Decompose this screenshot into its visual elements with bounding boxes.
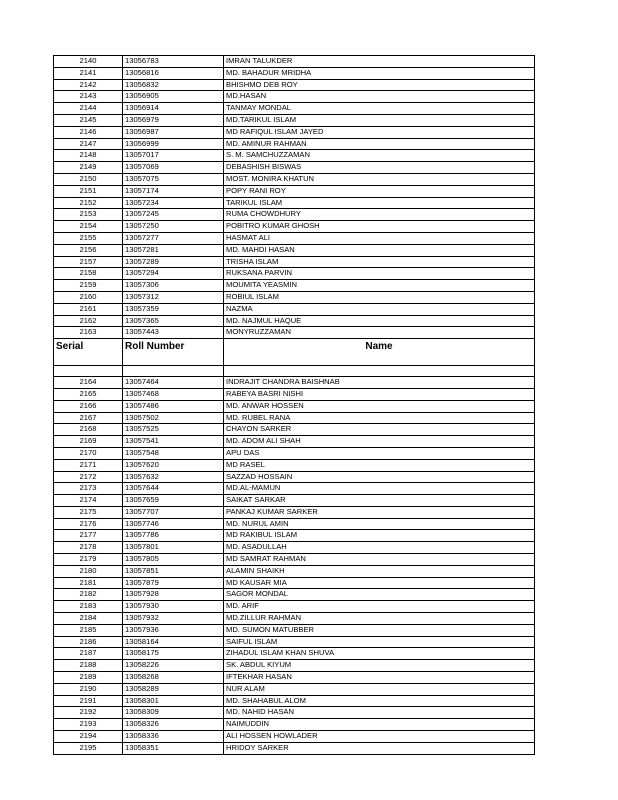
roll-number-cell: 13057707 — [123, 506, 224, 518]
name-cell: NAIMUDDIN — [224, 719, 535, 731]
header-serial: Serial — [54, 339, 123, 366]
table-row — [54, 162, 535, 174]
table-row — [54, 56, 535, 68]
name-cell: SAIFUL ISLAM — [224, 636, 535, 648]
name-cell: MD. ADOM ALI SHAH — [224, 436, 535, 448]
serial-cell: 2176 — [54, 518, 123, 530]
name-cell: PANKAJ KUMAR SARKER — [224, 506, 535, 518]
name-cell: HRIDOY SARKER — [224, 742, 535, 754]
rows-after-header — [54, 377, 535, 755]
serial-cell: 2181 — [54, 577, 123, 589]
serial-cell: 2142 — [54, 79, 123, 91]
name-cell: MD. NAJMUL HAQUE — [224, 315, 535, 327]
roll-number-cell: 13057936 — [123, 624, 224, 636]
roll-number-cell: 13057312 — [123, 291, 224, 303]
roll-number-cell: 13058309 — [123, 707, 224, 719]
name-cell: MD.AL-MAMUN — [224, 483, 535, 495]
roll-number-cell: 13058268 — [123, 672, 224, 684]
serial-cell: 2152 — [54, 197, 123, 209]
serial-cell: 2185 — [54, 624, 123, 636]
name-cell: SAIKAT SARKAR — [224, 495, 535, 507]
serial-cell: 2191 — [54, 695, 123, 707]
serial-cell: 2183 — [54, 601, 123, 613]
table-row — [54, 707, 535, 719]
roll-number-cell: 13057174 — [123, 185, 224, 197]
table-row — [54, 719, 535, 731]
table-row — [54, 613, 535, 625]
name-cell: BHISHMO DEB ROY — [224, 79, 535, 91]
serial-cell: 2182 — [54, 589, 123, 601]
roll-number-cell: 13056816 — [123, 67, 224, 79]
name-cell: ALI HOSSEN HOWLADER — [224, 731, 535, 743]
table-row — [54, 742, 535, 754]
table-row — [54, 683, 535, 695]
roll-number-cell: 13058175 — [123, 648, 224, 660]
table-row — [54, 447, 535, 459]
name-cell: MD. SUMON MATUBBER — [224, 624, 535, 636]
table-row — [54, 303, 535, 315]
table-row — [54, 221, 535, 233]
table-row — [54, 436, 535, 448]
roll-number-cell: 13057879 — [123, 577, 224, 589]
roll-number-cell: 13057786 — [123, 530, 224, 542]
roll-number-cell: 13057632 — [123, 471, 224, 483]
roll-number-cell: 13057525 — [123, 424, 224, 436]
table-row — [54, 388, 535, 400]
table-row — [54, 589, 535, 601]
name-cell: MONYRUZZAMAN — [224, 327, 535, 339]
name-cell: ALAMIN SHAIKH — [224, 565, 535, 577]
serial-cell: 2154 — [54, 221, 123, 233]
table-row — [54, 126, 535, 138]
serial-cell: 2187 — [54, 648, 123, 660]
rows-before-header — [54, 56, 535, 339]
name-cell: IMRAN TALUKDER — [224, 56, 535, 68]
roll-number-cell: 13057801 — [123, 542, 224, 554]
serial-cell: 2171 — [54, 459, 123, 471]
table-row — [54, 400, 535, 412]
serial-cell: 2192 — [54, 707, 123, 719]
serial-cell: 2158 — [54, 268, 123, 280]
table-row — [54, 459, 535, 471]
serial-cell: 2159 — [54, 280, 123, 292]
roll-number-cell: 13056987 — [123, 126, 224, 138]
serial-cell: 2151 — [54, 185, 123, 197]
name-cell: MD. ARIF — [224, 601, 535, 613]
serial-cell: 2162 — [54, 315, 123, 327]
serial-cell: 2167 — [54, 412, 123, 424]
roll-number-cell: 13057930 — [123, 601, 224, 613]
roll-number-cell: 13056914 — [123, 103, 224, 115]
name-cell: RABEYA BASRI NISHI — [224, 388, 535, 400]
table-row — [54, 280, 535, 292]
table-row — [54, 291, 535, 303]
name-cell: MD. ASADULLAH — [224, 542, 535, 554]
serial-cell: 2163 — [54, 327, 123, 339]
table-row — [54, 636, 535, 648]
name-cell: RUMA CHOWDHURY — [224, 209, 535, 221]
name-cell: SK. ABDUL KIYUM — [224, 660, 535, 672]
result-sheet — [53, 55, 534, 755]
serial-cell: 2150 — [54, 173, 123, 185]
table-row — [54, 624, 535, 636]
roll-number-cell: 13057306 — [123, 280, 224, 292]
name-cell: TARIKUL ISLAM — [224, 197, 535, 209]
roll-number-cell: 13058301 — [123, 695, 224, 707]
table-row — [54, 79, 535, 91]
serial-cell: 2164 — [54, 377, 123, 389]
table-row — [54, 67, 535, 79]
serial-cell: 2160 — [54, 291, 123, 303]
name-cell: MD. BAHADUR MRIDHA — [224, 67, 535, 79]
roll-number-cell: 13057644 — [123, 483, 224, 495]
table-row — [54, 518, 535, 530]
name-cell: MD.ZILLUR RAHMAN — [224, 613, 535, 625]
roll-number-cell: 13057277 — [123, 232, 224, 244]
spacer-cell — [123, 366, 224, 377]
roll-number-cell: 13058226 — [123, 660, 224, 672]
serial-cell: 2156 — [54, 244, 123, 256]
name-cell: NAZMA — [224, 303, 535, 315]
spacer-cell — [224, 366, 535, 377]
name-cell: POBITRO KUMAR GHOSH — [224, 221, 535, 233]
roll-number-cell: 13057234 — [123, 197, 224, 209]
spacer-cell — [54, 366, 123, 377]
roll-number-cell: 13057541 — [123, 436, 224, 448]
serial-cell: 2188 — [54, 660, 123, 672]
name-cell: MD RAFIQUL ISLAM JAYED — [224, 126, 535, 138]
table-row — [54, 268, 535, 280]
serial-cell: 2179 — [54, 554, 123, 566]
name-cell: HASMAT ALI — [224, 232, 535, 244]
serial-cell: 2145 — [54, 114, 123, 126]
roll-number-cell: 13057468 — [123, 388, 224, 400]
serial-cell: 2157 — [54, 256, 123, 268]
roll-number-cell: 13058336 — [123, 731, 224, 743]
name-cell: SAZZAD HOSSAIN — [224, 471, 535, 483]
table-row — [54, 424, 535, 436]
serial-cell: 2173 — [54, 483, 123, 495]
serial-cell: 2172 — [54, 471, 123, 483]
table-row — [54, 648, 535, 660]
roll-number-cell: 13057805 — [123, 554, 224, 566]
name-cell: MD. NURUL AMIN — [224, 518, 535, 530]
serial-cell: 2193 — [54, 719, 123, 731]
name-cell: MD. NAHID HASAN — [224, 707, 535, 719]
roll-number-cell: 13057245 — [123, 209, 224, 221]
roll-number-cell: 13057294 — [123, 268, 224, 280]
serial-cell: 2168 — [54, 424, 123, 436]
roll-number-cell: 13057932 — [123, 613, 224, 625]
serial-cell: 2189 — [54, 672, 123, 684]
serial-cell: 2177 — [54, 530, 123, 542]
roll-number-cell: 13057069 — [123, 162, 224, 174]
roll-number-cell: 13057365 — [123, 315, 224, 327]
name-cell: MD. SHAHABUL ALOM — [224, 695, 535, 707]
serial-cell: 2161 — [54, 303, 123, 315]
roll-number-cell: 13057620 — [123, 459, 224, 471]
name-cell: POPY RANI ROY — [224, 185, 535, 197]
serial-cell: 2190 — [54, 683, 123, 695]
table-row — [54, 660, 535, 672]
serial-cell: 2148 — [54, 150, 123, 162]
roll-number-cell: 13057486 — [123, 400, 224, 412]
serial-cell: 2180 — [54, 565, 123, 577]
table-row — [54, 672, 535, 684]
name-cell: TANMAY MONDAL — [224, 103, 535, 115]
table-row — [54, 103, 535, 115]
table-row — [54, 471, 535, 483]
roll-number-cell: 13058326 — [123, 719, 224, 731]
name-cell: ZIHADUL ISLAM KHAN SHUVA — [224, 648, 535, 660]
serial-cell: 2141 — [54, 67, 123, 79]
roll-number-cell: 13056832 — [123, 79, 224, 91]
header-spacer-row — [54, 366, 535, 377]
table-row — [54, 232, 535, 244]
serial-cell: 2178 — [54, 542, 123, 554]
name-cell: MD RASEL — [224, 459, 535, 471]
table-row — [54, 173, 535, 185]
roll-number-cell: 13057928 — [123, 589, 224, 601]
serial-cell: 2144 — [54, 103, 123, 115]
table-row — [54, 412, 535, 424]
name-cell: MOST. MONIRA KHATUN — [224, 173, 535, 185]
roll-table — [53, 55, 535, 755]
name-cell: MD. MAHDI HASAN — [224, 244, 535, 256]
roll-number-cell: 13056999 — [123, 138, 224, 150]
serial-cell: 2170 — [54, 447, 123, 459]
table-row — [54, 114, 535, 126]
name-cell: NUR ALAM — [224, 683, 535, 695]
serial-cell: 2184 — [54, 613, 123, 625]
table-row — [54, 483, 535, 495]
name-cell: S. M. SAMCHUZZAMAN — [224, 150, 535, 162]
serial-cell: 2140 — [54, 56, 123, 68]
name-cell: INDRAJIT CHANDRA BAISHNAB — [224, 377, 535, 389]
table-row — [54, 731, 535, 743]
table-row — [54, 565, 535, 577]
table-row — [54, 601, 535, 613]
table-row — [54, 530, 535, 542]
roll-number-cell: 13057359 — [123, 303, 224, 315]
serial-cell: 2194 — [54, 731, 123, 743]
table-row — [54, 377, 535, 389]
table-row — [54, 506, 535, 518]
table-row — [54, 209, 535, 221]
header-section — [54, 339, 535, 377]
name-cell: MOUMITA YEASMIN — [224, 280, 535, 292]
name-cell: MD SAMRAT RAHMAN — [224, 554, 535, 566]
name-cell: RUKSANA PARVIN — [224, 268, 535, 280]
serial-cell: 2146 — [54, 126, 123, 138]
serial-cell: 2175 — [54, 506, 123, 518]
roll-number-cell: 13057250 — [123, 221, 224, 233]
roll-number-cell: 13057075 — [123, 173, 224, 185]
name-cell: CHAYON SARKER — [224, 424, 535, 436]
name-cell: MD RAKIBUL ISLAM — [224, 530, 535, 542]
roll-number-cell: 13058289 — [123, 683, 224, 695]
serial-cell: 2153 — [54, 209, 123, 221]
roll-number-cell: 13057017 — [123, 150, 224, 162]
table-row — [54, 695, 535, 707]
roll-number-cell: 13058351 — [123, 742, 224, 754]
roll-number-cell: 13058164 — [123, 636, 224, 648]
serial-cell: 2149 — [54, 162, 123, 174]
roll-number-cell: 13056783 — [123, 56, 224, 68]
serial-cell: 2195 — [54, 742, 123, 754]
roll-number-cell: 13057659 — [123, 495, 224, 507]
serial-cell: 2143 — [54, 91, 123, 103]
name-cell: MD.TARIKUL ISLAM — [224, 114, 535, 126]
serial-cell: 2147 — [54, 138, 123, 150]
serial-cell: 2186 — [54, 636, 123, 648]
table-row — [54, 150, 535, 162]
header-roll-number: Roll Number — [123, 339, 224, 366]
table-row — [54, 91, 535, 103]
name-cell: MD.HASAN — [224, 91, 535, 103]
table-row — [54, 244, 535, 256]
name-cell: APU DAS — [224, 447, 535, 459]
roll-number-cell: 13056905 — [123, 91, 224, 103]
table-row — [54, 327, 535, 339]
serial-cell: 2169 — [54, 436, 123, 448]
table-row — [54, 256, 535, 268]
table-row — [54, 495, 535, 507]
name-cell: MD. RUBEL RANA — [224, 412, 535, 424]
name-cell: TRISHA ISLAM — [224, 256, 535, 268]
roll-number-cell: 13057502 — [123, 412, 224, 424]
name-cell: MD. AMINUR RAHMAN — [224, 138, 535, 150]
serial-cell: 2166 — [54, 400, 123, 412]
name-cell: IFTEKHAR HASAN — [224, 672, 535, 684]
roll-number-cell: 13057746 — [123, 518, 224, 530]
table-row — [54, 138, 535, 150]
name-cell: ROBIUL ISLAM — [224, 291, 535, 303]
roll-number-cell: 13057548 — [123, 447, 224, 459]
roll-number-cell: 13057464 — [123, 377, 224, 389]
header-name: Name — [224, 339, 535, 366]
name-cell: MD. ANWAR HOSSEN — [224, 400, 535, 412]
roll-number-cell: 13056979 — [123, 114, 224, 126]
roll-number-cell: 13057289 — [123, 256, 224, 268]
table-row — [54, 542, 535, 554]
serial-cell: 2174 — [54, 495, 123, 507]
roll-number-cell: 13057281 — [123, 244, 224, 256]
roll-number-cell: 13057851 — [123, 565, 224, 577]
name-cell: DEBASHISH BISWAS — [224, 162, 535, 174]
table-row — [54, 577, 535, 589]
serial-cell: 2155 — [54, 232, 123, 244]
table-header-row — [54, 339, 535, 366]
table-row — [54, 315, 535, 327]
name-cell: MD KAUSAR MIA — [224, 577, 535, 589]
roll-number-cell: 13057443 — [123, 327, 224, 339]
table-row — [54, 554, 535, 566]
table-row — [54, 185, 535, 197]
table-row — [54, 197, 535, 209]
serial-cell: 2165 — [54, 388, 123, 400]
name-cell: SAGOR MONDAL — [224, 589, 535, 601]
